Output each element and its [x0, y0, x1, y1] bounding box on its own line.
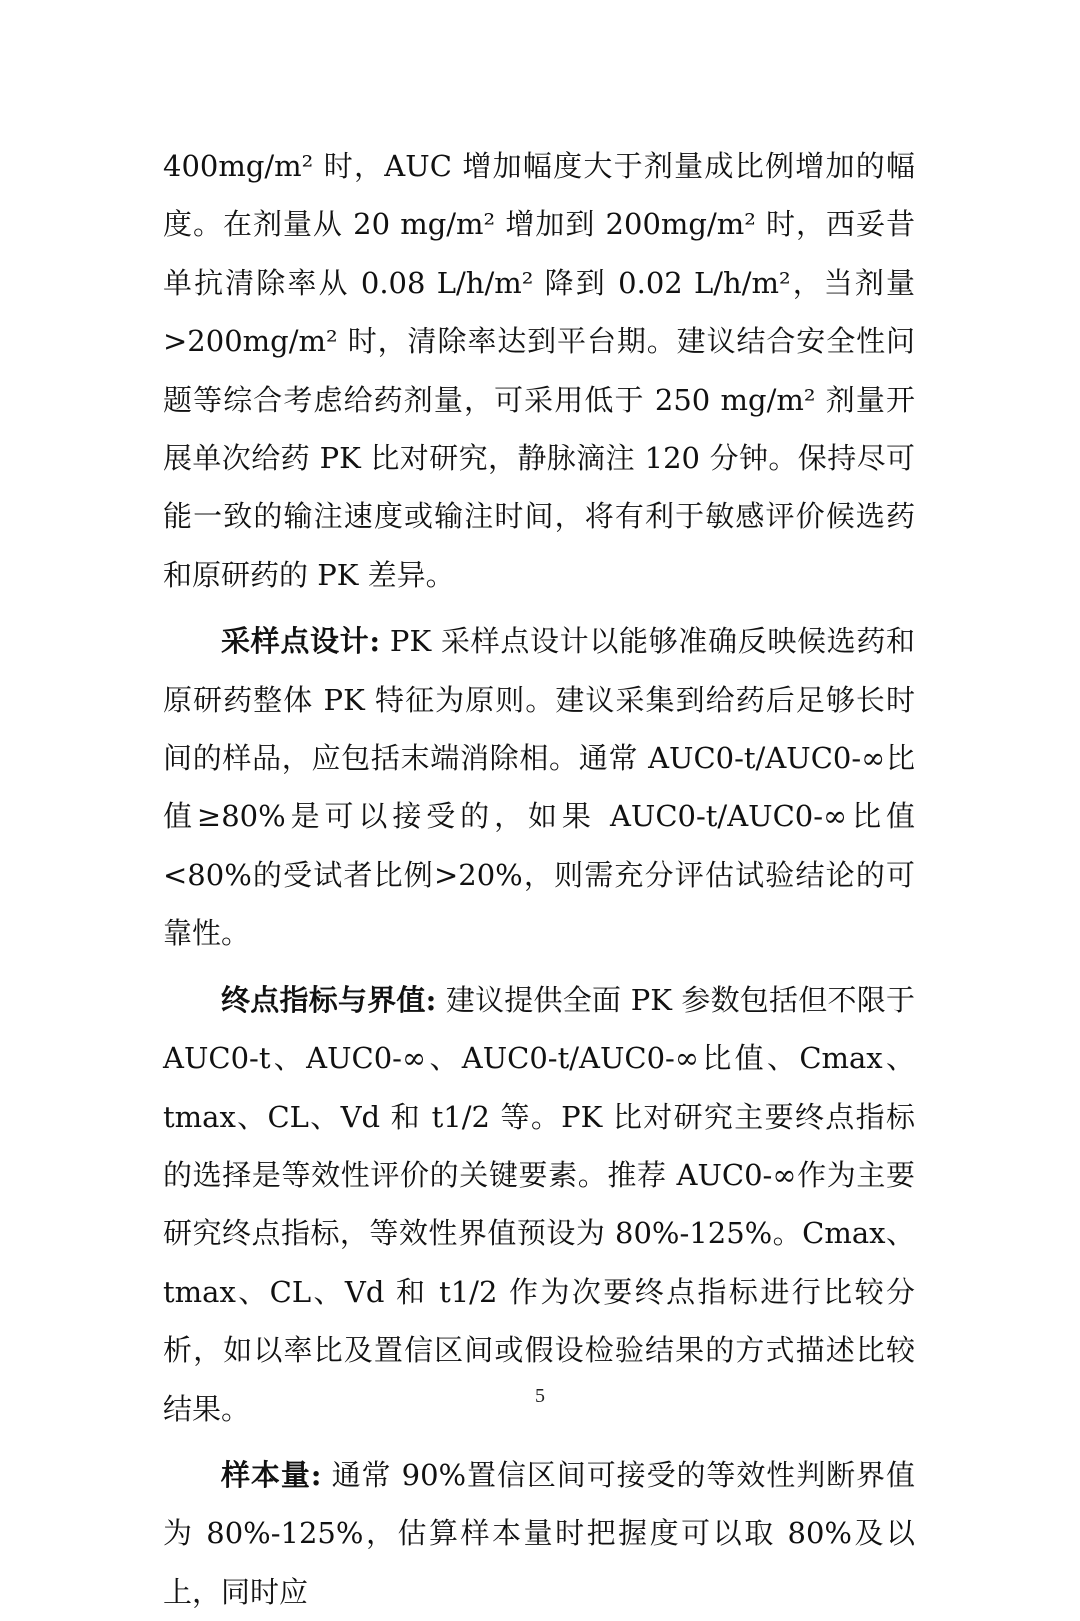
- page-number: 5: [535, 1385, 545, 1407]
- section-heading: 样本量:: [221, 1457, 322, 1492]
- section-heading: 采样点设计:: [221, 624, 381, 659]
- paragraph-sampling-design: [163, 612, 915, 962]
- paragraph-text: 建议提供全面 PK 参数包括但不限于AUC0-t、AUC0-∞、AUC0-t/AUC0-∞比值、Cmax、tmax、CL、Vd 和 t1/2 等。PK 比对研究主要终点指标的选择是等效性评价的关键要素。推荐 AUC0-∞作为主要研究终点指标，等效性界值预设为 80%-125%。Cmax、tmax、CL、Vd 和 t1/2 作为次要终点指标进行比较分析，如以率比及置信区间或假设检验结果的方式描述比较结果。: [163, 982, 915, 1426]
- paragraph-sample-size: [163, 1446, 915, 1621]
- paragraph-dose-clearance: [163, 137, 915, 604]
- paragraph-text: 通常 90%置信区间可接受的等效性判断界值为 80%-125%，估算样本量时把握度可以取 80%及以上，同时应: [163, 1457, 915, 1609]
- paragraph-text: PK 采样点设计以能够准确反映候选药和原研药整体 PK 特征为原则。建议采集到给药后足够长时间的样品，应包括末端消除相。通常 AUC0-t/AUC0-∞比值≥80%是可以接受的，如果 AUC0-t/AUC0-∞比值<80%的受试者比例>20%，则需充分评估试验结论的可靠性。: [163, 624, 915, 951]
- paragraph-endpoints: [163, 971, 915, 1438]
- section-heading: 终点指标与界值:: [221, 982, 437, 1017]
- paragraph-text: 400mg/m² 时，AUC 增加幅度大于剂量成比例增加的幅度。在剂量从 20 mg/m² 增加到 200mg/m² 时，西妥昔单抗清除率从 0.08 L/h/m² 降到 0.02 L/h/m²，当剂量>200mg/m² 时，清除率达到平台期。建议结合安全性问题等综合考虑给药剂量，可采用低于 250 mg/m² 剂量开展单次给药 PK 比对研究，静脉滴注 120 分钟。保持尽可能一致的输注速度或输注时间，将有利于敏感评价候选药和原研药的 PK 差异。: [163, 149, 915, 592]
